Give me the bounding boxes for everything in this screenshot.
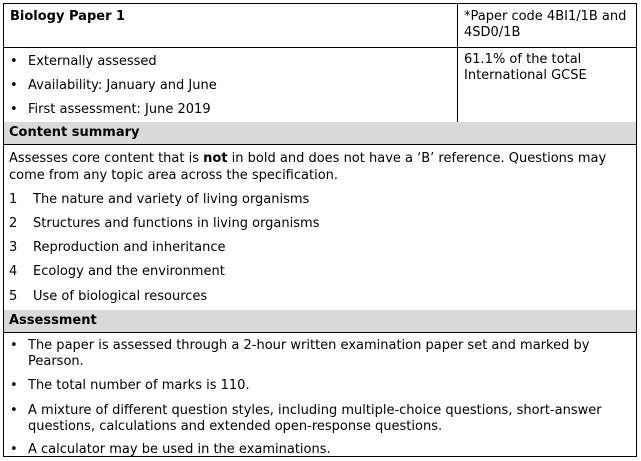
assessment-item-text: A mixture of different question styles, including multiple-choice questions, short-answer questions, calculations and extended open-response questions. bbox=[28, 403, 602, 434]
topic-title: Reproduction and inheritance bbox=[33, 240, 226, 255]
assessment-item-text: A calculator may be used in the examinations. bbox=[28, 442, 331, 457]
content-summary-heading-row bbox=[4, 122, 636, 145]
bullet-icon: • bbox=[10, 78, 18, 93]
info-item-text: First assessment: June 2019 bbox=[28, 102, 211, 117]
bullet-icon: • bbox=[10, 54, 18, 69]
bullet-icon: • bbox=[10, 403, 18, 418]
topic-title: Ecology and the environment bbox=[33, 264, 225, 279]
info-item-text: Availability: January and June bbox=[28, 78, 217, 93]
specification-table bbox=[3, 3, 637, 457]
assessment-item-text: The paper is assessed through a 2-hour written examination paper set and marked by Pearson. bbox=[28, 338, 590, 369]
paper-title-cell bbox=[4, 4, 458, 47]
topic-title: Use of biological resources bbox=[33, 289, 208, 304]
paper-code: *Paper code 4BI1/1B and 4SD0/1B bbox=[464, 9, 627, 40]
bullet-icon: • bbox=[10, 338, 18, 353]
intro-emphasis: not bbox=[203, 151, 228, 166]
assessment-heading-row bbox=[4, 310, 636, 333]
topic-title: Structures and functions in living organisms bbox=[33, 216, 320, 231]
bullet-icon: • bbox=[10, 102, 18, 117]
assessment-heading: Assessment bbox=[9, 313, 97, 328]
content-summary-body bbox=[4, 144, 636, 311]
intro-text-start: Assesses core content that is bbox=[9, 151, 204, 166]
weighting-text: 61.1% of the total International GCSE bbox=[464, 52, 587, 83]
info-item-text: Externally assessed bbox=[28, 54, 157, 69]
topic-title: The nature and variety of living organisms bbox=[33, 192, 310, 207]
paper-title: Biology Paper 1 bbox=[10, 9, 126, 24]
topic-number: 4 bbox=[9, 264, 18, 279]
bullet-icon: • bbox=[10, 442, 18, 457]
paper-info-cell bbox=[4, 47, 458, 122]
content-summary-intro bbox=[9, 150, 629, 184]
bullet-icon: • bbox=[10, 378, 18, 393]
intro-text-end: in bold and does not have a ‘B’ reference. Questions may come from any topic area across the specification. bbox=[9, 151, 607, 183]
paper-code-cell bbox=[458, 4, 636, 47]
topic-number: 2 bbox=[9, 216, 18, 231]
content-summary-heading: Content summary bbox=[9, 125, 140, 140]
topic-number: 5 bbox=[9, 289, 18, 304]
weighting-cell bbox=[458, 47, 636, 122]
assessment-item-text: The total number of marks is 110. bbox=[28, 378, 250, 393]
paper-header-row bbox=[4, 4, 636, 48]
topic-number: 1 bbox=[9, 192, 18, 207]
assessment-body bbox=[4, 332, 636, 456]
paper-info-row bbox=[4, 47, 636, 123]
topic-number: 3 bbox=[9, 240, 18, 255]
